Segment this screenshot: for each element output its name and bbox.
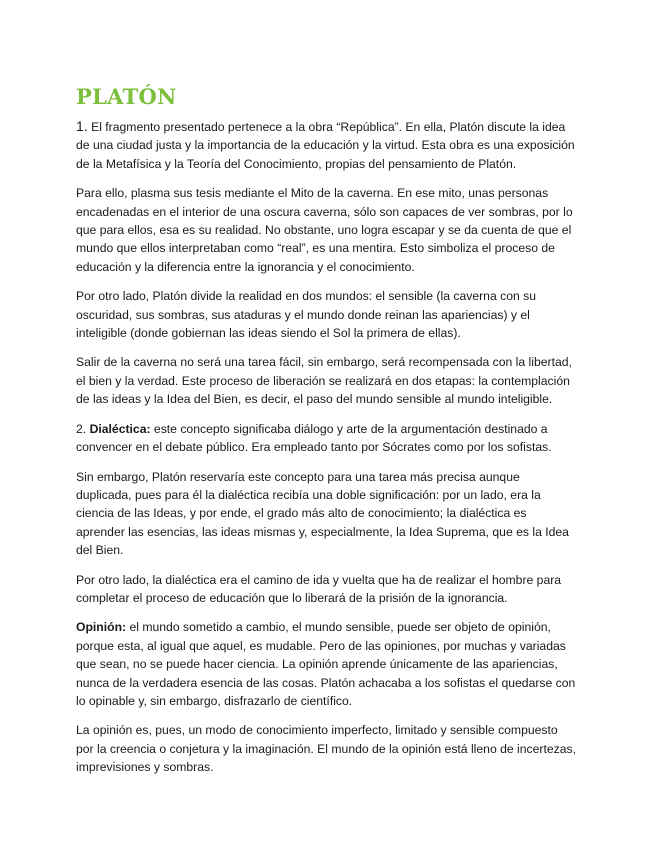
paragraph-3: Por otro lado, Platón divide la realidad en dos mundos: el sensible (la caverna con su oscuridad, sus sombras, sus ataduras y el mundo donde reinan las apariencias) y el inteligible (donde gobiernan las ideas siendo el Sol la primera de ellas).: [76, 289, 537, 341]
page-title: PLATÓN: [76, 84, 177, 109]
term-dialectica: Dialéctica:: [89, 421, 151, 436]
paragraph-7: Por otro lado, la dialéctica era el camino de ida y vuelta que ha de realizar el hombre para completar el proceso de educación que lo liberará de la prisión de la ignorancia.: [76, 572, 562, 605]
paragraph-1: [76, 117, 576, 173]
paragraph-2: Para ello, plasma sus tesis mediante el Mito de la caverna. En ese mito, unas personas encadenadas en el interior de una oscura caverna, sólo son capaces de ver sombras, por lo que para ellos, esa es su realidad. No obstante, uno logra escapar y se da cuenta de que el mundo que ellos interpretaban como “real”, es una mentira. Esto simboliza el proceso de educación y la diferencia entre la ignorancia y el conocimiento.: [76, 186, 573, 274]
paragraph-5: [76, 420, 576, 457]
section-number-1: 1.: [76, 118, 88, 134]
document-body: [76, 117, 576, 788]
section-number-2: 2.: [76, 421, 90, 436]
paragraph-5-text: este concepto significaba diálogo y arte de la argumentación destinado a convencer en el debate público. Era empleado tanto por Sócrates como por los sofistas.: [76, 421, 552, 455]
paragraph-8-text: el mundo sometido a cambio, el mundo sensible, puede ser objeto de opinión, porque esta, al igual que aquel, es mudable. Pero de las opiniones, por muchas y variadas que sean, no se puede hacer ciencia. La opinión aprende únicamente de las apariencias, nunca de la verdadera esencia de las cosas. Platón achacaba a los sofistas el quedarse con lo opinable y, sin embargo, disfrazarlo de científico.: [76, 620, 576, 708]
paragraph-9: La opinión es, pues, un modo de conocimiento imperfecto, limitado y sensible compuesto por la creencia o conjetura y la imaginación. El mundo de la opinión está lleno de incertezas, imprevisiones y sombras.: [76, 723, 576, 775]
paragraph-8: [76, 618, 576, 710]
term-opinion: Opinión:: [76, 620, 127, 635]
paragraph-4: Salir de la caverna no será una tarea fácil, sin embargo, será recompensada con la libertad, el bien y la verdad. Este proceso de liberación se realizará en dos etapas: la contemplación de las ideas y la Idea del Bien, es decir, el paso del mundo sensible al mundo inteligible.: [76, 355, 572, 407]
paragraph-1-text: El fragmento presentado pertenece a la obra “República”. En ella, Platón discute la idea de una ciudad justa y la importancia de la educación y la virtud. Esta obra es una exposición de la Metafísica y la Teoría del Conocimiento, propias del pensamiento de Platón.: [76, 120, 575, 171]
paragraph-6: Sin embargo, Platón reservaría este concepto para una tarea más precisa aunque duplicada, pues para él la dialéctica recibía una doble significación: por un lado, era la ciencia de las Ideas, y por ende, el grado más alto de conocimiento; la dialéctica es aprender las esencias, las ideas mismas y, especialmente, la Idea Suprema, que es la Idea del Bien.: [76, 469, 569, 558]
